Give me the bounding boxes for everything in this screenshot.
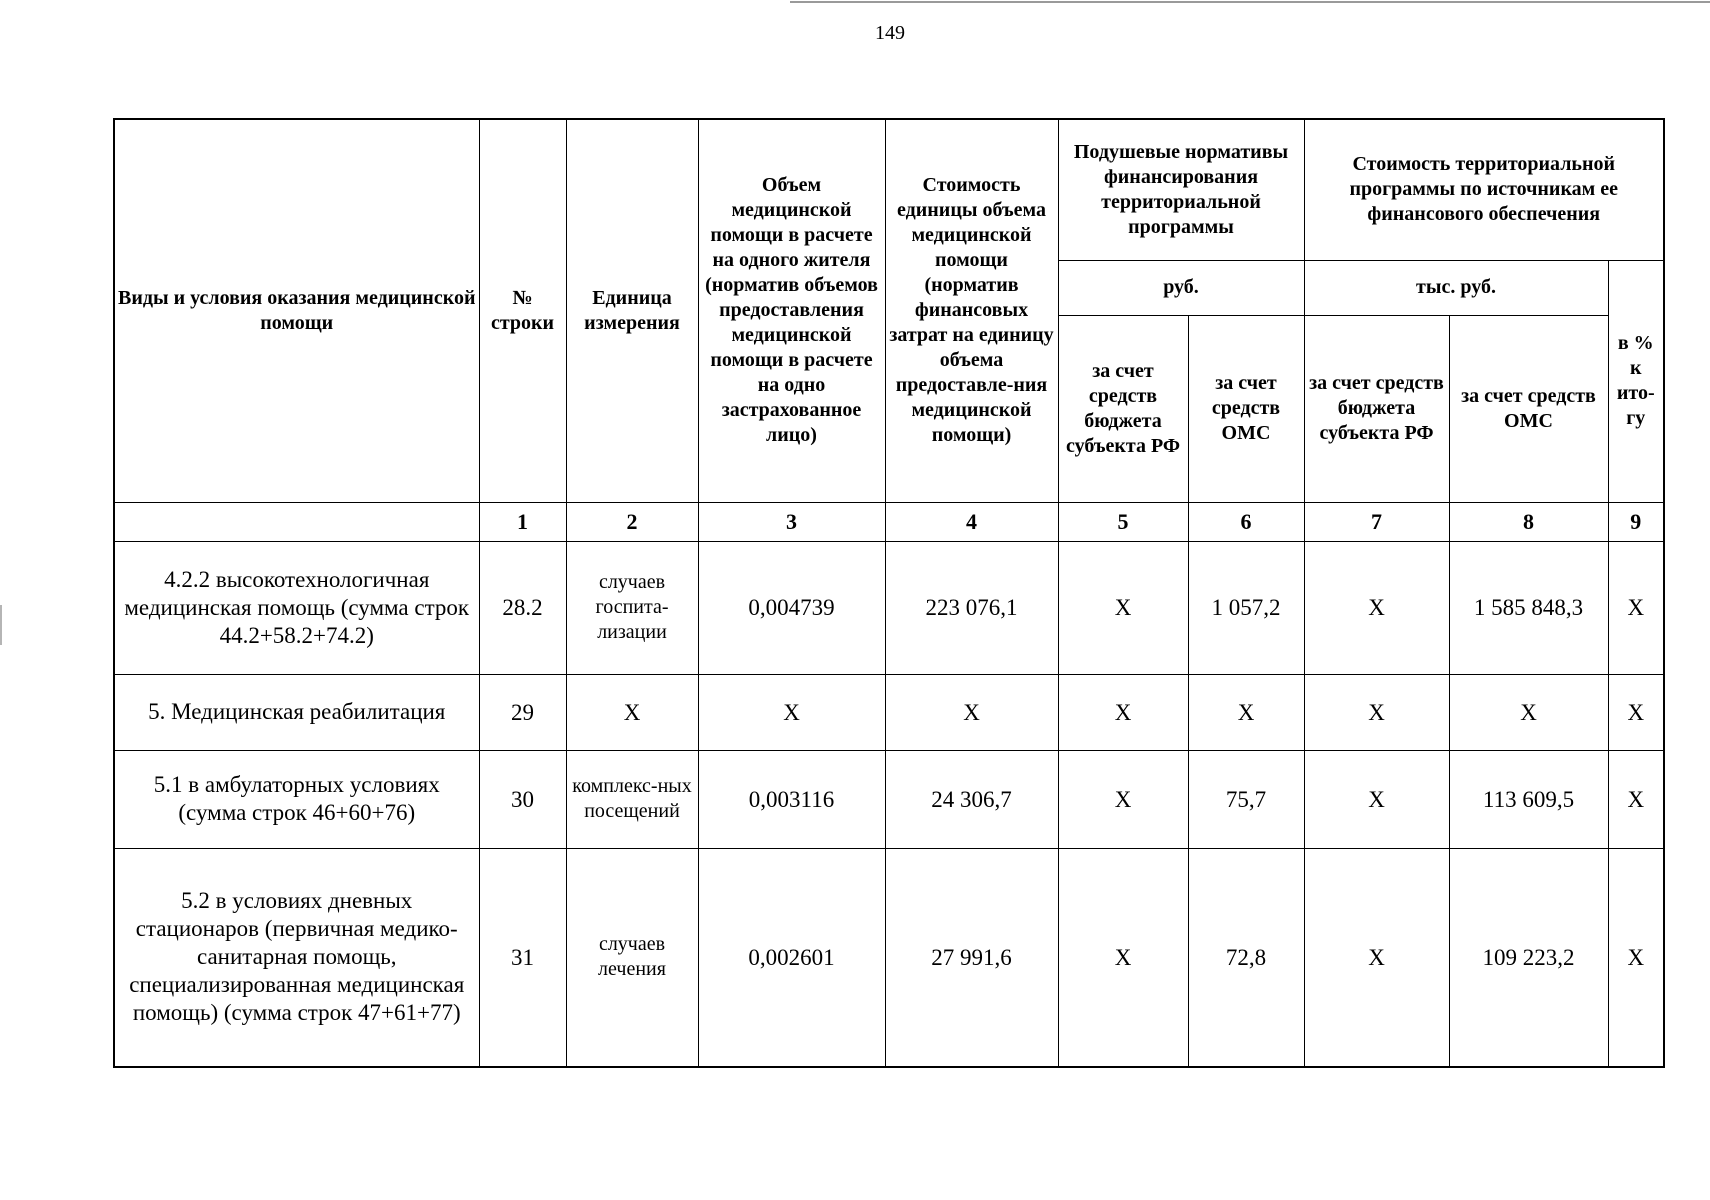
header-budget-thousand: за счет средств бюджета субъекта РФ (1304, 315, 1449, 502)
header-row-1 (114, 119, 1664, 260)
cell-budget-thousand: X (1304, 674, 1449, 750)
cell-row-no: 30 (479, 750, 566, 848)
cell-row-no: 31 (479, 848, 566, 1067)
cell-cost: 24 306,7 (885, 750, 1058, 848)
cell-budget-thousand: X (1304, 750, 1449, 848)
cell-unit: случаев госпита-лизации (566, 541, 698, 674)
table-row (114, 750, 1664, 848)
cell-budget-thousand: X (1304, 541, 1449, 674)
financing-table (113, 118, 1665, 1068)
cell-percent: X (1608, 848, 1664, 1067)
cell-oms-rub: X (1188, 674, 1304, 750)
table-row (114, 541, 1664, 674)
cell-percent: X (1608, 674, 1664, 750)
header-cost: Стоимость единицы объема медицинской помощи (норматив финансовых затрат на единицу объема предоставле-ния медицинской помощи) (885, 119, 1058, 502)
header-oms-rub: за счет средств ОМС (1188, 315, 1304, 502)
cell-row-no: 29 (479, 674, 566, 750)
header-percent: в % к ито-гу (1608, 260, 1664, 502)
cell-volume: X (698, 674, 885, 750)
cell-oms-thousand: 109 223,2 (1449, 848, 1608, 1067)
cell-row-no: 28.2 (479, 541, 566, 674)
top-edge-rule (790, 1, 1710, 3)
cell-budget-rub: X (1058, 848, 1188, 1067)
header-row-no: № строки (479, 119, 566, 502)
header-unit-rub: руб. (1058, 260, 1304, 315)
cell-unit: случаев лечения (566, 848, 698, 1067)
column-number: 9 (1608, 502, 1664, 541)
cell-volume: 0,004739 (698, 541, 885, 674)
table-row (114, 848, 1664, 1067)
cell-budget-rub: X (1058, 674, 1188, 750)
header-budget-rub: за счет средств бюджета субъекта РФ (1058, 315, 1188, 502)
column-number-row (114, 502, 1664, 541)
table-body (114, 541, 1664, 1067)
header-types: Виды и условия оказания медицинской помощи (114, 119, 479, 502)
header-total-group: Стоимость территориальной программы по источникам ее финансового обеспечения (1304, 119, 1664, 260)
header-unit: Единица измерения (566, 119, 698, 502)
column-number: 5 (1058, 502, 1188, 541)
cell-volume: 0,002601 (698, 848, 885, 1067)
table-header (114, 119, 1664, 541)
left-edge-mark (0, 605, 2, 645)
column-number: 2 (566, 502, 698, 541)
header-oms-thousand: за счет средств ОМС (1449, 315, 1608, 502)
cell-cost: 27 991,6 (885, 848, 1058, 1067)
header-per-capita-group: Подушевые нормативы финансирования территориальной программы (1058, 119, 1304, 260)
column-number: 3 (698, 502, 885, 541)
header-unit-thousand-rub: тыс. руб. (1304, 260, 1608, 315)
cell-budget-rub: X (1058, 750, 1188, 848)
cell-oms-thousand: 1 585 848,3 (1449, 541, 1608, 674)
cell-volume: 0,003116 (698, 750, 885, 848)
column-number: 1 (479, 502, 566, 541)
column-number: 8 (1449, 502, 1608, 541)
cell-unit: комплекс-ных посещений (566, 750, 698, 848)
cell-oms-thousand: X (1449, 674, 1608, 750)
cell-cost: 223 076,1 (885, 541, 1058, 674)
cell-name: 5. Медицинская реабилитация (114, 674, 479, 750)
header-volume: Объем медицинской помощи в расчете на одного жителя (норматив объемов предоставления медицинской помощи в расчете на одно застрахованное лицо) (698, 119, 885, 502)
cell-unit: X (566, 674, 698, 750)
cell-name: 4.2.2 высокотехнологичная медицинская помощь (сумма строк 44.2+58.2+74.2) (114, 541, 479, 674)
column-number (114, 502, 479, 541)
column-number: 4 (885, 502, 1058, 541)
column-number: 7 (1304, 502, 1449, 541)
page-number: 149 (875, 22, 905, 44)
cell-budget-thousand: X (1304, 848, 1449, 1067)
cell-oms-rub: 72,8 (1188, 848, 1304, 1067)
cell-oms-rub: 1 057,2 (1188, 541, 1304, 674)
cell-oms-thousand: 113 609,5 (1449, 750, 1608, 848)
cell-percent: X (1608, 750, 1664, 848)
table-row (114, 674, 1664, 750)
cell-budget-rub: X (1058, 541, 1188, 674)
cell-name: 5.2 в условиях дневных стационаров (первичная медико-санитарная помощь, специализированная медицинская помощь) (сумма строк 47+61+77) (114, 848, 479, 1067)
column-number: 6 (1188, 502, 1304, 541)
cell-cost: X (885, 674, 1058, 750)
cell-oms-rub: 75,7 (1188, 750, 1304, 848)
cell-name: 5.1 в амбулаторных условиях (сумма строк 46+60+76) (114, 750, 479, 848)
cell-percent: X (1608, 541, 1664, 674)
